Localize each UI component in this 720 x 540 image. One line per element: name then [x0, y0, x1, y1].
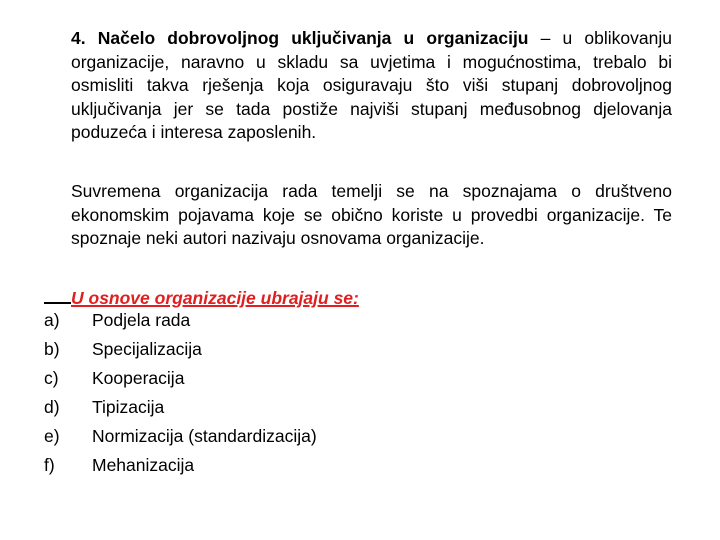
list-marker: f) — [44, 455, 55, 475]
list-item — [44, 309, 317, 338]
list-item — [44, 425, 317, 454]
principle-text: – u oblikovanju organizacije, naravno u skladu sa uvjetima i mogućnostima, trebalo bi osmisliti takva rješenja koja osiguravaju što viši stupanj dobrovoljnog uključivanja jer se tada postiže najviši stupanj međusobnog djelovanja poduzeća i interesa zaposlenih. — [71, 28, 672, 142]
list-marker: c) — [44, 368, 59, 388]
list-item — [44, 367, 317, 396]
list-text: Tipizacija — [92, 397, 165, 417]
underline-lead — [44, 282, 71, 304]
list-heading-text: U osnove organizacije ubrajaju se: — [71, 288, 359, 308]
list-text: Mehanizacija — [92, 455, 195, 475]
list-item — [44, 338, 317, 367]
principle-paragraph — [71, 27, 672, 145]
list-marker: e) — [44, 426, 60, 446]
list-text: Kooperacija — [92, 368, 185, 388]
list-text: Normizacija (standardizacija) — [92, 426, 317, 446]
list-item — [44, 396, 317, 425]
principle-title: 4. Načelo dobrovoljnog uključivanja u organizaciju — [71, 28, 529, 48]
list-text: Specijalizacija — [92, 339, 202, 359]
foundations-list — [44, 309, 317, 483]
list-text: Podjela rada — [92, 310, 191, 330]
list-marker: d) — [44, 397, 60, 417]
intro-paragraph: Suvremena organizacija rada temelji se na spoznajama o društveno ekonomskim pojavama koje se obično koriste u provedbi organizacije. Te spoznaje neki autori nazivaju osnovama organizacije. — [71, 181, 672, 248]
list-heading — [44, 282, 359, 311]
list-marker: a) — [44, 310, 60, 330]
list-marker: b) — [44, 339, 60, 359]
list-item — [44, 454, 317, 483]
